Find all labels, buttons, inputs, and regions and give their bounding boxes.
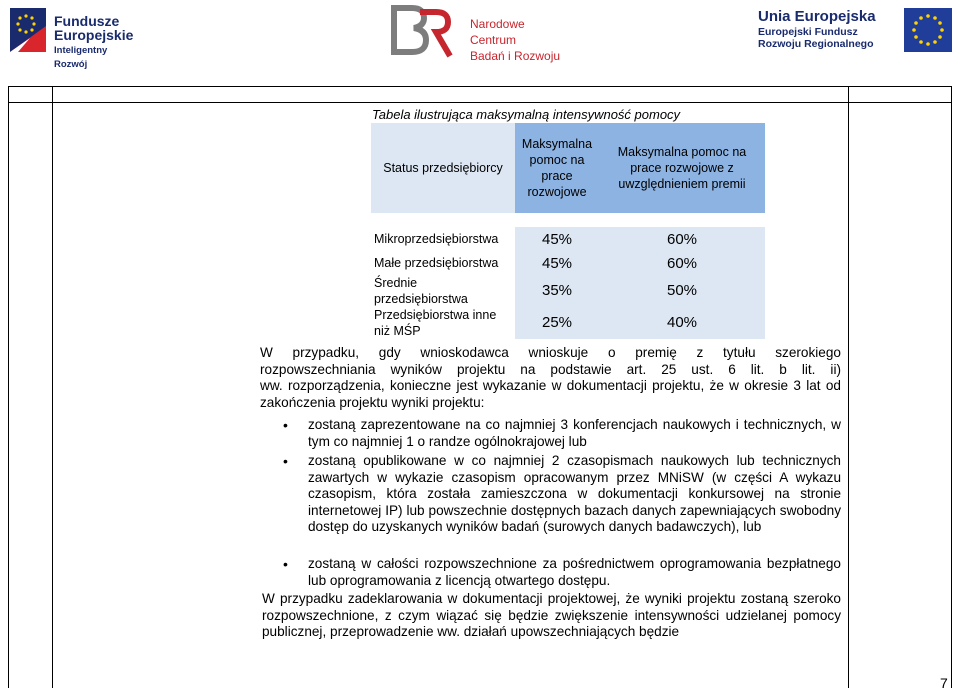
fe-sub: Inteligentny Rozwój — [54, 45, 108, 70]
page-number: 7 — [940, 675, 948, 691]
table-row — [371, 307, 765, 339]
paragraph-1-line2: rozpowszechniania wyników projektu na podstawie art. 25 ust. 6 lit. b lit. ii) — [260, 362, 841, 377]
fe-line2: Europejskie — [54, 27, 134, 43]
row-label: Małe przedsiębiorstwa — [374, 256, 499, 270]
ncbr-logo — [390, 4, 570, 63]
row-label: Mikroprzedsiębiorstwa — [374, 232, 499, 246]
ncbr-line1: Narodowe Centrum — [470, 17, 525, 47]
fe-line1: Fundusze — [54, 13, 120, 29]
unia-europejska-logo — [758, 8, 953, 56]
frame-col-line — [52, 86, 53, 688]
fe-flag-icon — [10, 8, 46, 52]
list-item: zostaną zaprezentowane na co najmniej 3 konferencjach naukowych i technicznych, w tym co najmniej 1 o randze ogólnokrajowej lub — [308, 417, 841, 449]
table-row — [371, 275, 765, 307]
row-value: 35% — [515, 275, 599, 307]
intensity-table — [371, 123, 765, 339]
fundusze-europejskie-logo — [10, 8, 140, 70]
ue-sub2: Rozwoju Regionalnego — [758, 38, 874, 50]
row-value: 40% — [599, 307, 765, 339]
header-max-aid-premium: Maksymalna pomoc na prace rozwojowe z uwzględnieniem premii — [599, 123, 765, 213]
table-caption: Tabela ilustrująca maksymalną intensywność pomocy — [372, 107, 681, 122]
ue-sub1: Europejski Fundusz — [758, 26, 858, 38]
bullet-icon: • — [283, 417, 288, 433]
frame-right-inner-line — [848, 86, 849, 688]
paragraph-2: W przypadku zadeklarowania w dokumentacji projektowej, że wyniki projektu zostaną szeroko rozpowszechnione, z czym wiązać się będzie zwiększenie intensywności udzielanej pomocy publicznej, przeprowadzenie ww. działań upowszechniających będzie — [262, 591, 841, 640]
table-row — [371, 227, 765, 251]
ue-text — [758, 8, 876, 50]
ncbr-line2: Badań i Rozwoju — [470, 49, 561, 63]
row-value: 60% — [599, 227, 765, 251]
bullet-icon: • — [283, 453, 288, 469]
paragraph-1-rest: ww. rozporządzenia, konieczne jest wykazanie w dokumentacji projektu, że w okresie 3 lat od zakończenia projektu wyniki projektu: — [260, 378, 841, 410]
frame-top-line — [8, 86, 952, 87]
list-item: zostaną w całości rozpowszechnione za pośrednictwem oprogramowania bezpłatnego lub oprogramowania z licencją otwartego dostępu. — [308, 556, 841, 588]
row-label: Średnie przedsiębiorstwa — [374, 276, 468, 306]
row-value: 25% — [515, 307, 599, 339]
eu-flag-icon — [904, 8, 952, 52]
row-label: Przedsiębiorstwa inne niż MŚP — [374, 308, 497, 338]
frame-second-line — [8, 102, 952, 103]
ncbr-mark-icon — [390, 4, 458, 60]
row-value: 50% — [599, 275, 765, 307]
list-item: zostaną opublikowane w co najmniej 2 czasopismach naukowych lub technicznych zawartych w wykazie czasopism opracowanym przez MNiSW (w części A wykazu czasopism, która została zamieszczona w dokumentacji konkursowej na stronie internetowej IP) lub powszechnie dostępnych bazach danych zapewniających swobodny dostęp do uzyskanych wyników badań (surowych danych badawczych), lub — [308, 453, 841, 535]
frame-right-line — [951, 86, 952, 688]
table-row — [371, 251, 765, 275]
row-value: 45% — [515, 251, 599, 275]
ncbr-text — [470, 16, 570, 64]
frame-left-line — [8, 86, 9, 688]
fe-text — [54, 14, 140, 72]
header-max-aid: Maksymalna pomoc na prace rozwojowe — [515, 123, 599, 213]
header-status: Status przedsiębiorcy — [371, 123, 515, 213]
paragraph-1-line1: W przypadku, gdy wnioskodawca wnioskuje o premię z tytułu szerokiego — [260, 345, 841, 360]
ue-title: Unia Europejska — [758, 8, 876, 25]
row-value: 60% — [599, 251, 765, 275]
bullet-icon: • — [283, 556, 288, 572]
row-value: 45% — [515, 227, 599, 251]
